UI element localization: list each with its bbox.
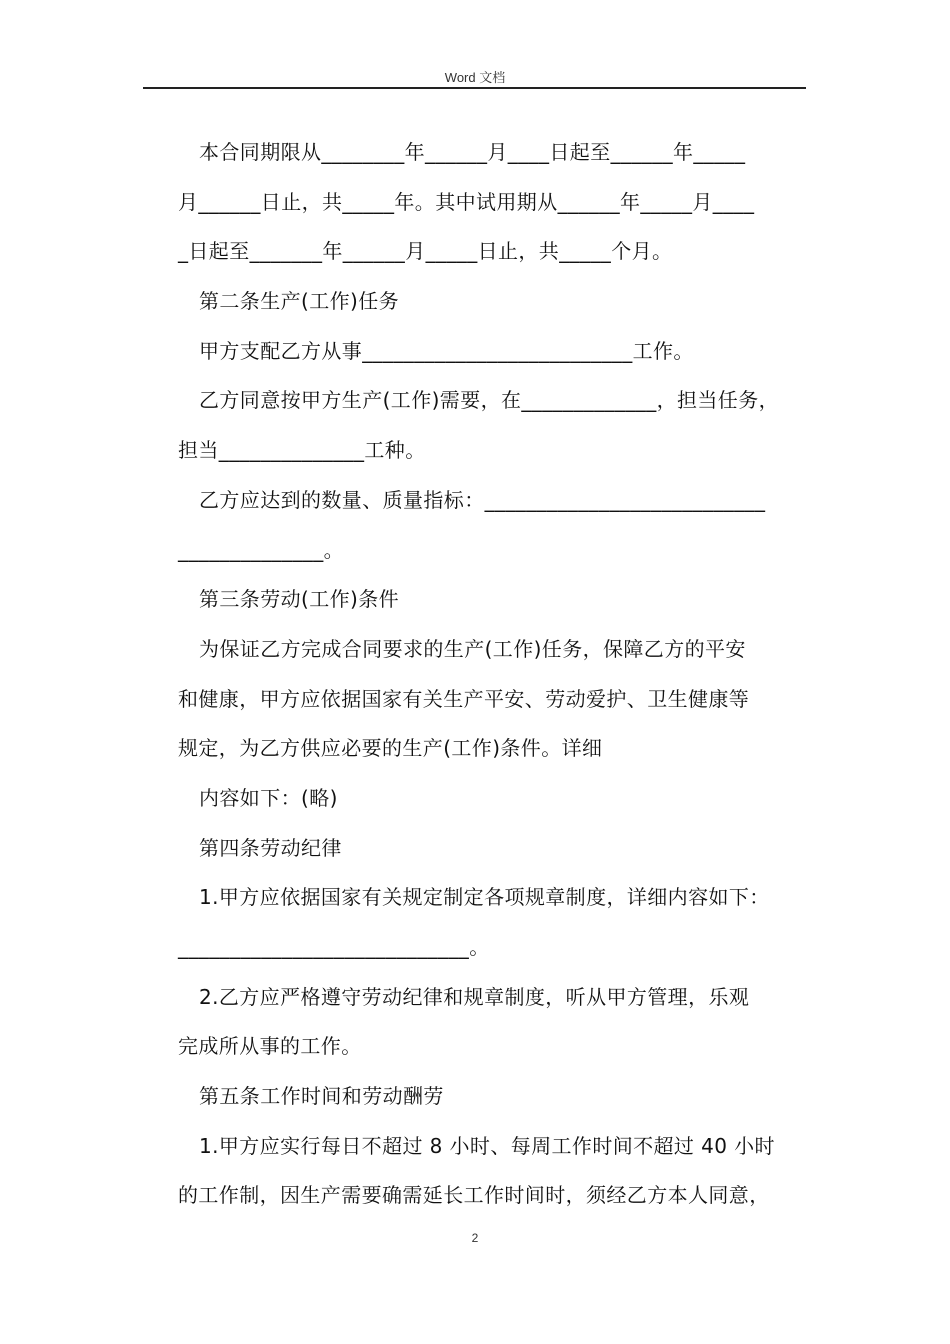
text-line: 乙方同意按甲方生产(工作)需要，在_____________，担当任务， bbox=[199, 388, 780, 413]
page-header-title: Word 文档 bbox=[444, 70, 506, 85]
text-line: 内容如下：(略) bbox=[199, 785, 338, 810]
section-heading: 第四条劳动纪律 bbox=[199, 835, 342, 860]
text-line: 甲方支配乙方从事__________________________工作。 bbox=[199, 338, 694, 363]
page-number: 2 bbox=[471, 1231, 479, 1245]
text-line: 的工作制，因生产需要确需延长工作时间时，须经乙方本人同意， bbox=[178, 1183, 770, 1208]
text-line: 2.乙方应严格遵守劳动纪律和规章制度，听从甲方管理，乐观 bbox=[199, 984, 750, 1009]
text-line: 为保证乙方完成合同要求的生产(工作)任务，保障乙方的平安 bbox=[199, 636, 746, 661]
header-divider bbox=[143, 87, 806, 89]
text-line: 本合同期限从________年______月____日起至______年_____ bbox=[199, 140, 746, 164]
text-line: 规定，为乙方供应必要的生产(工作)条件。详细 bbox=[178, 736, 603, 761]
text-line: 1.甲方应实行每日不超过 8 小时、每周工作时间不超过 40 小时 bbox=[199, 1133, 775, 1158]
text-line: 乙方应达到的数量、质量指标：___________________________ bbox=[199, 487, 766, 512]
text-line: ____________________________。 bbox=[178, 935, 490, 959]
section-heading: 第三条劳动(工作)条件 bbox=[199, 587, 400, 612]
text-line: 和健康，甲方应依据国家有关生产平安、劳动爱护、卫生健康等 bbox=[178, 686, 750, 711]
text-line: 1.甲方应依据国家有关规定制定各项规章制度，详细内容如下： bbox=[199, 885, 770, 910]
text-line: 担当______________工种。 bbox=[178, 438, 426, 463]
section-heading: 第二条生产(工作)任务 bbox=[199, 289, 400, 314]
document-body bbox=[178, 128, 810, 1221]
text-line: 完成所从事的工作。 bbox=[178, 1034, 362, 1059]
text-line: _日起至_______年______月_____日止，共_____个月。 bbox=[178, 239, 673, 264]
section-heading: 第五条工作时间和劳动酬劳 bbox=[199, 1084, 444, 1109]
text-line: ______________。 bbox=[178, 537, 344, 562]
text-line: 月______日止，共_____年。其中试用期从______年_____月____ bbox=[178, 189, 755, 214]
